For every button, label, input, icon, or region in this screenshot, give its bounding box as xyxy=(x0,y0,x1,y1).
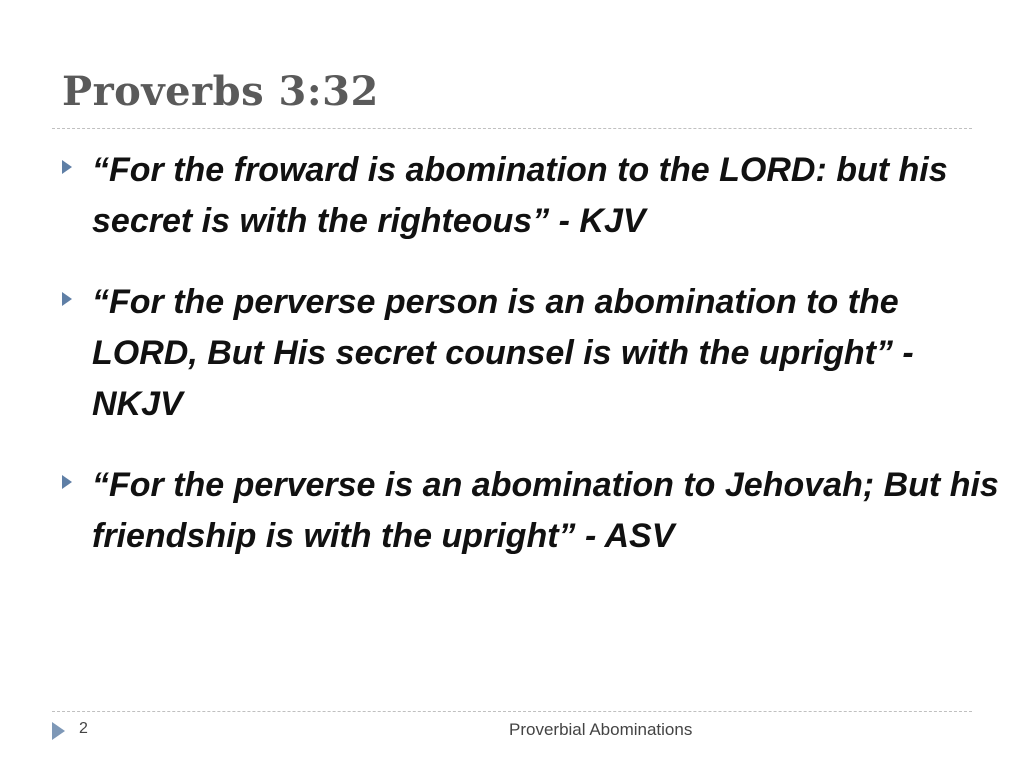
bullet-text: “For the froward is abomination to the LORD: but his secret is with the righteous” - KJV xyxy=(92,151,948,240)
title-divider xyxy=(52,128,972,129)
bullet-list xyxy=(62,145,1012,592)
slide-title: Proverbs 3:32 xyxy=(62,68,379,115)
bullet-item-asv xyxy=(62,460,1012,562)
triangle-bullet-icon xyxy=(62,475,72,489)
bullet-text: “For the perverse is an abomination to Jehovah; But his friendship is with the upright” - ASV xyxy=(92,466,999,555)
bullet-item-kjv xyxy=(62,145,1012,247)
footer-presentation-title: Proverbial Abominations xyxy=(509,720,693,739)
bullet-text: “For the perverse person is an abomination to the LORD, But His secret counsel is with the upright” - NKJV xyxy=(92,283,914,423)
bullet-item-nkjv xyxy=(62,277,1012,430)
page-number: 2 xyxy=(79,720,88,737)
triangle-bullet-icon xyxy=(62,292,72,306)
footer-triangle-icon xyxy=(52,722,65,740)
triangle-bullet-icon xyxy=(62,160,72,174)
footer-divider xyxy=(52,711,972,712)
